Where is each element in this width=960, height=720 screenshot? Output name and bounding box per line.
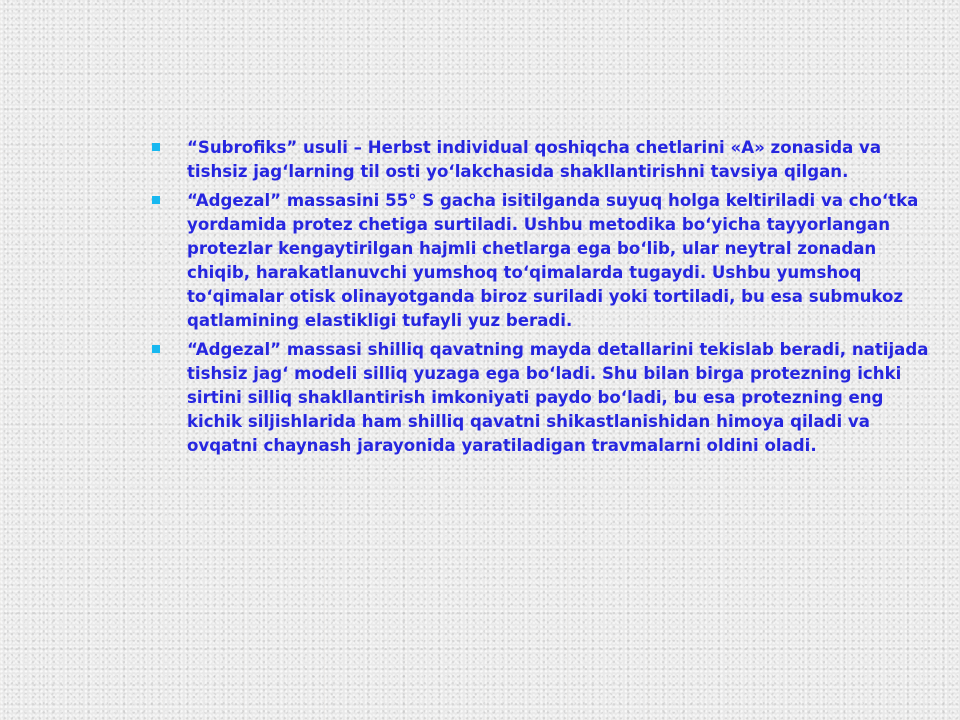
bullet-text: “Adgezal” massasi shilliq qavatning mayda detallarini tekislab beradi, natijada tishsiz jag‘ modeli silliq yuzaga ega bo‘ladi. Shu bilan birga protezning ichki sirtini silliq shakllantirish imkoniyati paydo bo‘ladi, bu esa protezning eng kichik siljishlarida ham shilliq qavatni shikastlanishidan himoya qiladi va ovqatni chaynash jarayonida yaratiladigan travmalarni oldini oladi. [187,340,929,455]
bullet-text: “Subrofiks” usuli – Herbst individual qoshiqcha chetlarini «A» zonasida va tishsiz jag‘larning til osti yo‘lakchasida shakllantirishni tavsiya qilgan. [187,138,882,181]
square-bullet-icon [152,345,160,353]
bullet-text: “Adgezal” massasini 55° S gacha isitilganda suyuq holga keltiriladi va cho‘tka yordamida protez chetiga surtiladi. Ushbu metodika bo‘yicha tayyorlangan protezlar kengaytirilgan hajmli chetlarga ega bo‘lib, ular neytral zonadan chiqib, harakatlanuvchi yumshoq to‘qimalarda tugaydi. Ushbu yumshoq to‘qimalar otisk olinayotganda biroz suriladi yoki tortiladi, bu esa submukoz qatlamining elastikligi tufayli yuz beradi. [187,191,919,330]
bullet-item-adgezal-heating [150,189,930,333]
square-bullet-icon [152,143,160,151]
bullet-item-subrofiks [150,136,930,184]
square-bullet-icon [152,196,160,204]
bullet-item-adgezal-smoothing [150,338,930,458]
bullet-list [150,136,930,463]
